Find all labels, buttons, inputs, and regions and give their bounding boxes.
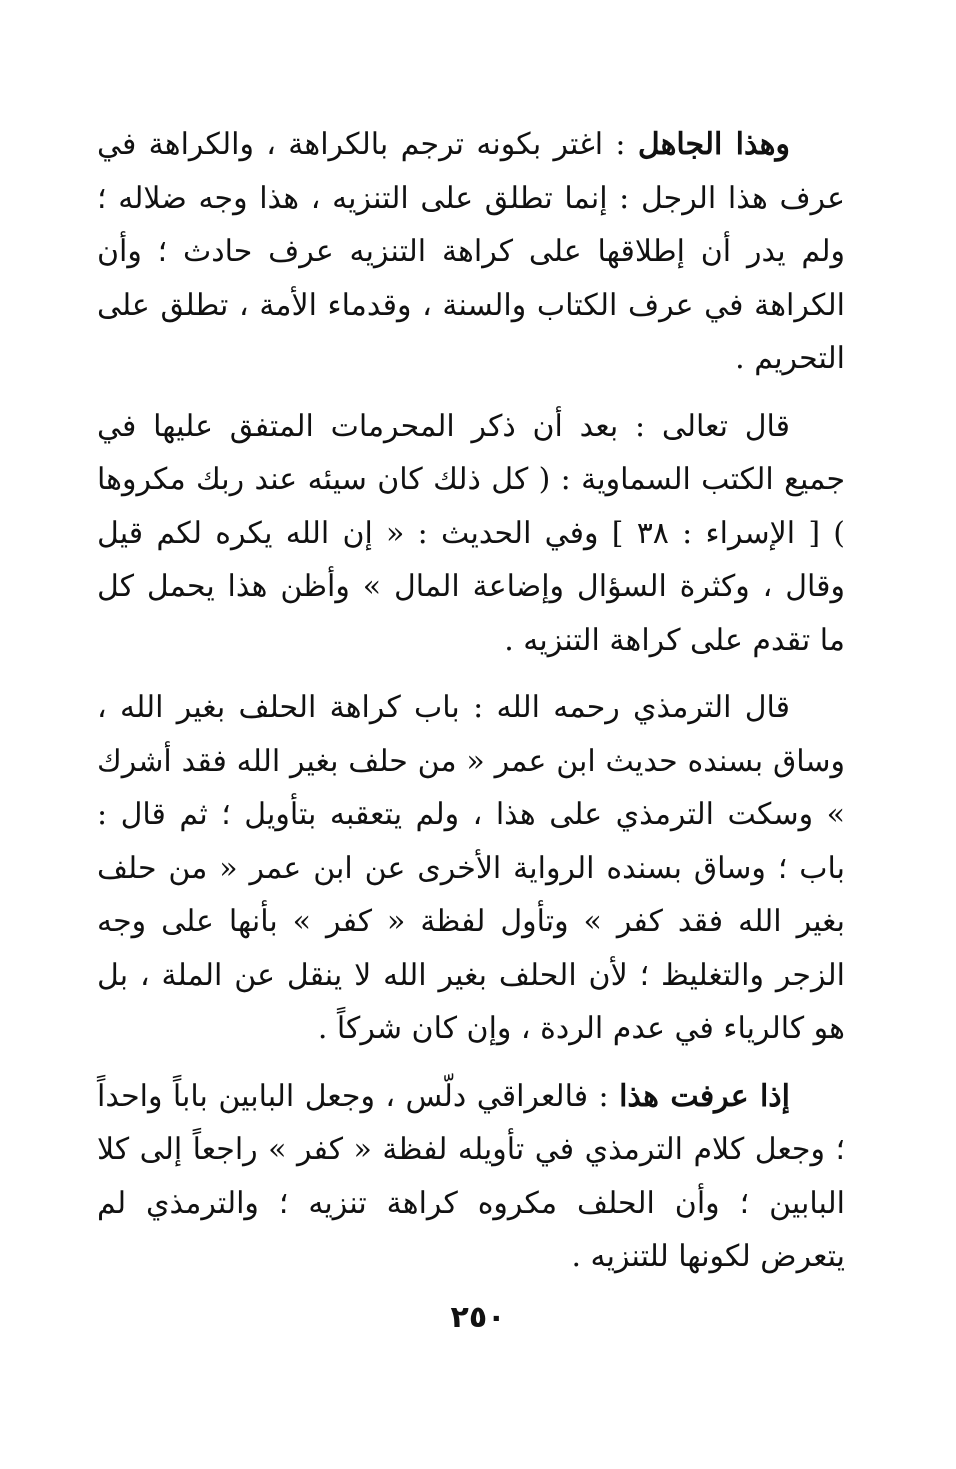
paragraph-1-lead: وهذا الجاهل (637, 127, 790, 162)
paragraph-1-text: : اغتر بكونه ترجم بالكراهة ، والكراهة في عرف هذا الرجل : إنما تطلق على التنزيه ، هذا وجه ضلاله ؛ ولم يدر أن إطلاقها على كراهة التنزيه عرف حادث ؛ وأن الكراهة في عرف الكتاب والسنة ، وقدماء الأمة ، تطلق على التحريم . (97, 127, 845, 376)
page-body (97, 118, 845, 1284)
paragraph-2-text: قال تعالى : بعد أن ذكر المحرمات المتفق عليها في جميع الكتب السماوية : ( كل ذلك كان سيئه عند ربك مكروها ) [ الإسراء : ٣٨ ] وفي الحديث : « إن الله يكره لكم قيل وقال ، وكثرة السؤال وإضاعة المال » وأظن هذا يحمل كل ما تقدم على كراهة التنزيه . (97, 408, 845, 658)
paragraph-3-text: قال الترمذي رحمه الله : باب كراهة الحلف بغير الله ، وساق بسنده حديث ابن عمر « من حلف بغير الله فقد أشرك » وسكت الترمذي على هذا ، ولم يتعقبه بتأويل ؛ ثم قال : باب ؛ وساق بسنده الرواية الأخرى عن ابن عمر « من حلف بغير الله فقد كفر » وتأول لفظة « كفر » بأنها على وجه الزجر والتغليظ ؛ لأن الحلف بغير الله لا ينقل عن الملة ، بل هو كالرياء في عدم الردة ، وإن كان شركاً . (97, 690, 845, 1046)
paragraph-4 (97, 1070, 845, 1284)
paragraph-4-lead: إذا عرفت هذا (619, 1078, 791, 1114)
paragraph-3 (97, 681, 845, 1056)
paragraph-2 (97, 400, 845, 668)
page-number: ٢٥٠ (450, 1300, 506, 1335)
paragraph-1 (97, 118, 845, 386)
paragraph-4-text: : فالعراقي دلّس ، وجعل البابين باباً واحداً ؛ وجعل كلام الترمذي في تأويله لفظة « كفر » راجعاً إلى كلا البابين ؛ وأن الحلف مكروه كراهة تنزيه ؛ والترمذي لم يتعرض لكونها للتنزيه . (97, 1078, 845, 1274)
